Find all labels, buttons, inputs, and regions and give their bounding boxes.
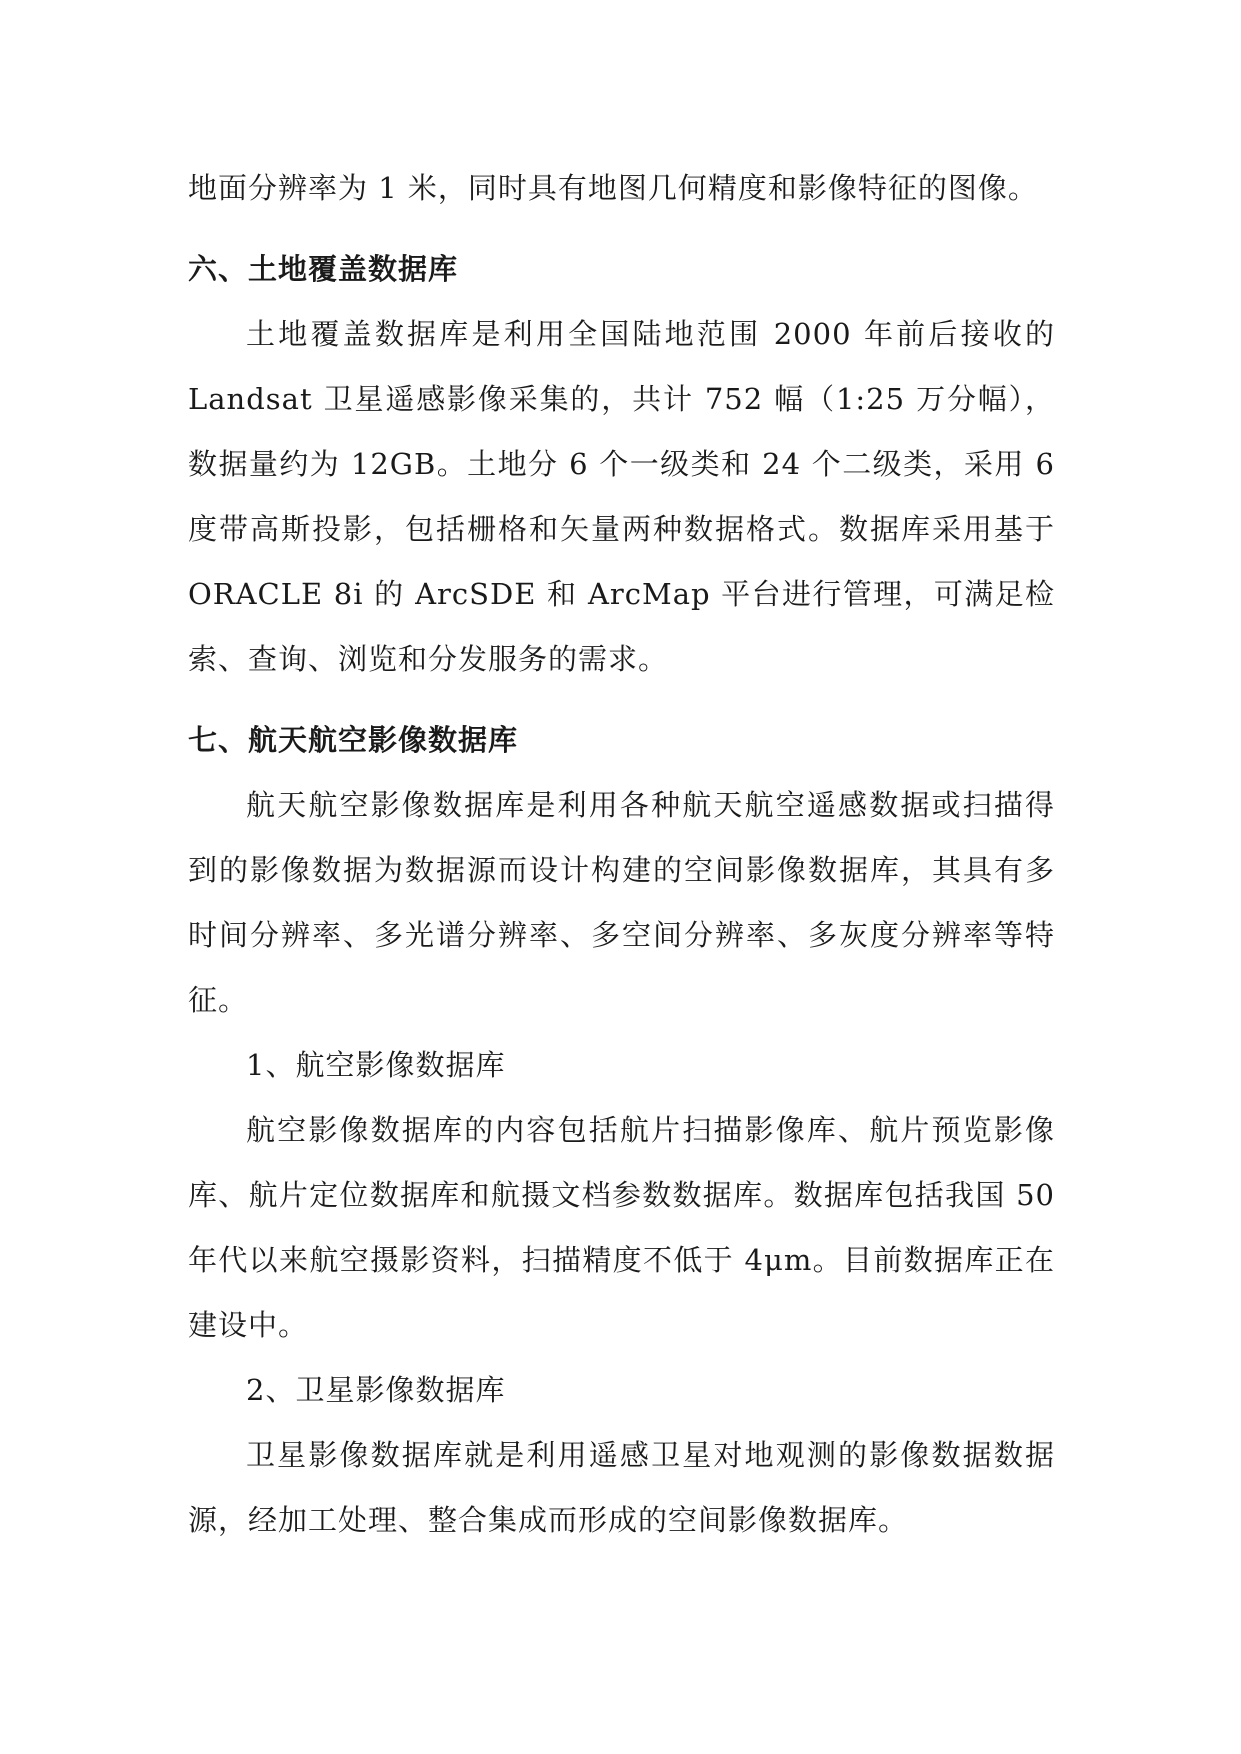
subheading-satellite-imagery: 2、卫星影像数据库: [246, 1373, 506, 1407]
section-heading-aerospace-imagery: 七、航天航空影像数据库: [188, 723, 519, 757]
paragraph-aerial-imagery: 航空影像数据库的内容包括航片扫描影像库、航片预览影像库、航片定位数据库和航摄文档参数数据库。数据库包括我国 50 年代以来航空摄影资料，扫描精度不低于 4μm。目前数据库正在建设中。: [188, 1113, 1055, 1342]
paragraph-satellite-imagery: 卫星影像数据库就是利用遥感卫星对地观测的影像数据数据源，经加工处理、整合集成而形成的空间影像数据库。: [188, 1438, 1055, 1537]
paragraph-land-cover: 土地覆盖数据库是利用全国陆地范围 2000 年前后接收的 Landsat 卫星遥感影像采集的，共计 752 幅（1:25 万分幅），数据量约为 12GB。土地分 6 个一级类和 24 个二级类，采用 6 度带高斯投影，包括栅格和矢量两种数据格式。数据库采用基于 ORACLE 8i 的 ArcSDE 和 ArcMap 平台进行管理，可满足检索、查询、浏览和分发服务的需求。: [188, 317, 1055, 676]
section-heading-land-cover: 六、土地覆盖数据库: [188, 252, 459, 286]
paragraph-continuation: 地面分辨率为 1 米，同时具有地图几何精度和影像特征的图像。: [188, 171, 1038, 205]
paragraph-aerospace-imagery: 航天航空影像数据库是利用各种航天航空遥感数据或扫描得到的影像数据为数据源而设计构建的空间影像数据库，其具有多时间分辨率、多光谱分辨率、多空间分辨率、多灰度分辨率等特征。: [188, 788, 1055, 1017]
subheading-aerial-imagery: 1、航空影像数据库: [246, 1048, 506, 1082]
document-page: [188, 156, 1055, 1553]
